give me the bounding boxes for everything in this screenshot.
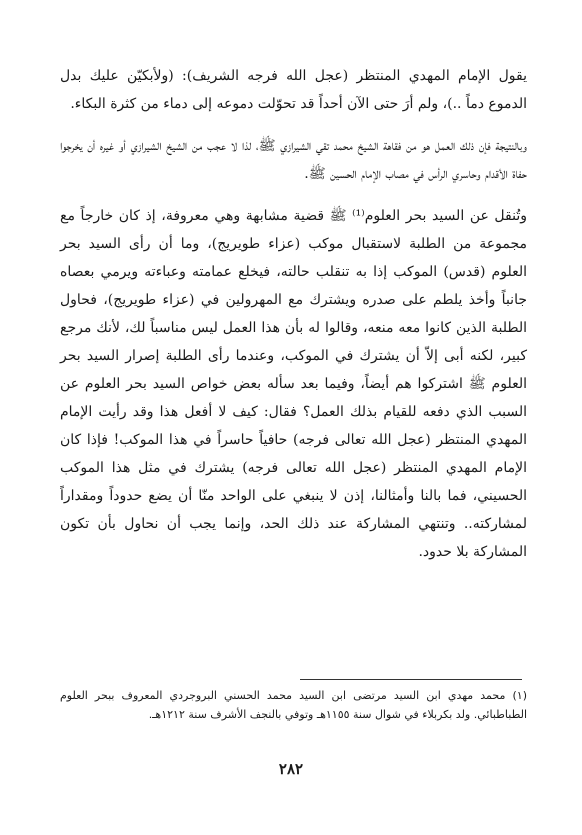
- paragraph-2: وبالنتيجة فإن ذلك العمل هو من فقاهة الشيخ محمد تقي الشيرازي ﷺ، لذا لا عجب من الشيخ الشيرازي أو غيره أن يخرجوا حفاة الأقدام وحاسري الرأس في مصاب الإمام الحسين ﷺ.: [60, 138, 527, 182]
- paragraph-3: وتُنقل عن السيد بحر العلوم⁽¹⁾ ﷺ قضية مشابهة وهي معروفة، إذ كان خارجاً مع مجموعة من الطلبة لاستقبال موكب (عزاء طويريج)، وما أن رأى السيد بحر العلوم (قدس) الموكب إذا به تنقلب حالته، فيخلع عمامته وعباءته ويرمي بعصاه جانباً وأخذ يلطم على صدره ويشترك مع المهرولين في (عزاء طويريج)، فحاول الطلبة الذين كانوا معه منعه، وقالوا له بأن هذا العمل ليس مناسباً لك، لأنك مرجع كبير، لكنه أبى إلاّ أن يشترك في الموكب، وعندما رأى الطلبة إصرار السيد بحر العلوم ﷺ اشتركوا هم أيضاً، وفيما بعد سأله بعض خواص السيد بحر العلوم عن السبب الذي دفعه للقيام بذلك العمل؟ فقال: كيف لا أفعل هذا وقد رأيت الإمام المهدي المنتظر (عجل الله تعالى فرجه) حافياً حاسراً في هذا الموكب! فإذا كان الإمام المهدي المنتظر (عجل الله تعالى فرجه) يشترك في مثل هذا الموكب الحسيني، فما بالنا وأمثالنا، إذن لا ينبغي على الواحد منّا أن يضع حدوداً ومقداراً لمشاركته.. وتنتهي المشاركة عند ذلك الحد، وإنما يجب أن نحاول بأن تكون المشاركة بلا حدود.: [60, 208, 528, 560]
- page-number: ٢٨٢: [278, 760, 304, 778]
- main-text: [60, 62, 527, 566]
- footnote: [60, 686, 527, 724]
- footnote-separator: [300, 679, 522, 680]
- footnote-text: (١) محمد مهدي ابن السيد مرتضى ابن السيد محمد الحسني البروجردي المعروف ببحر العلوم الطباطبائي. ولد بكربلاء في شوال سنة ١١٥٥هـ وتوفي بالنجف الأشرف سنة ١٢١٢هـ.: [60, 689, 527, 721]
- paragraph-1: يقول الإمام المهدي المنتظر (عجل الله فرجه الشريف): (ولأبكيّن عليك بدل الدموع دماً ..)، ولم أرَ حتى الآن أحداً قد تحوّلت دموعه إلى دماء من كثرة البكاء.: [60, 68, 527, 112]
